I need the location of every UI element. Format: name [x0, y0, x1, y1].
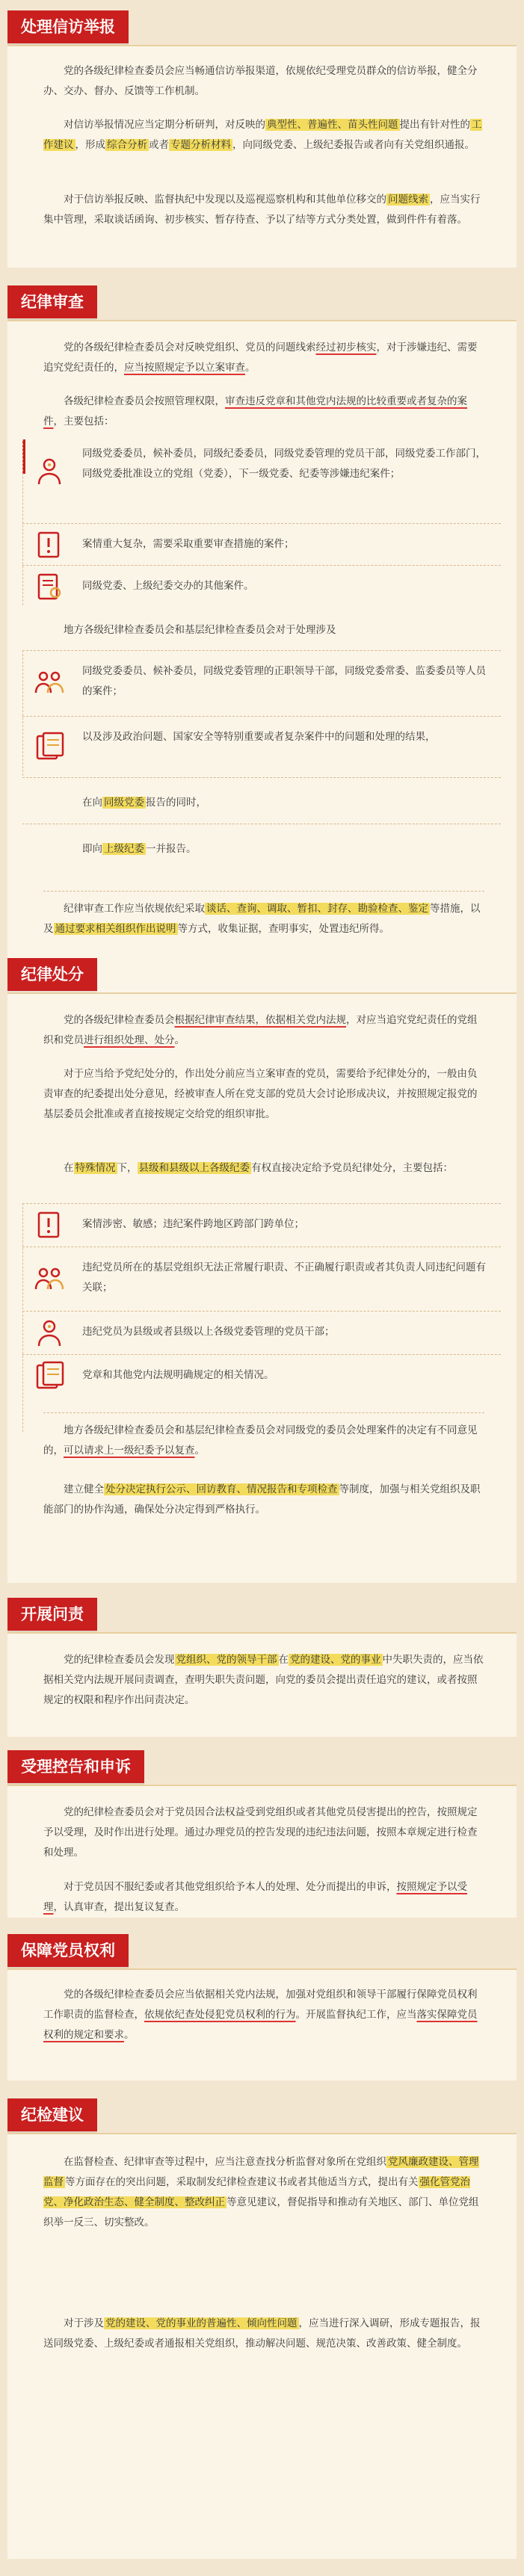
list-item — [22, 523, 501, 563]
list-item — [22, 565, 501, 605]
people-group-icon — [33, 1262, 66, 1295]
list-item — [22, 1311, 501, 1353]
list-item-text: 同级党委委员、候补委员，同级党委管理的正职领导干部，同级党委常委、监委委员等人员的案件； — [82, 665, 486, 697]
list-item-text: 同级党委、上级纪委交办的其他案件。 — [82, 580, 254, 592]
list-item-text: 同级党委委员，候补委员，同级纪委委员，同级党委管理的党员干部，同级党委工作部门，同级党委批准设立的党组（党委），下一级党委、纪委等涉嫌违纪案件； — [82, 448, 486, 480]
section-title-chufen: 纪律处分 — [7, 958, 97, 991]
alert-icon — [33, 528, 66, 561]
list-item-text: 以及涉及政治问题、国家安全等特别重要或者复杂案件中的问题和处理的结果， — [82, 731, 436, 743]
list-item — [22, 438, 501, 520]
paragraph: 党的各级纪律检查委员会应当畅通信访举报渠道，依规依纪受理党员群众的信访举报，健全分办、交办、督办、反馈等工作机制。 — [43, 65, 478, 97]
officials-icon — [33, 454, 66, 487]
paragraph: 纪律审查工作应当依规依纪采取 谈话、查询、调取、暂扣、封存、勘验检查、鉴定 等措施，以及 通过要求相关组织作出说明 等方式，收集证据，查明事实，处置违纪所得。 — [43, 891, 484, 939]
paragraph: 在 特殊情况 下， 县级和县级以上各级纪委 有权直接决定给予党员纪律处分，主要包括： — [64, 1162, 453, 1174]
list-item — [22, 824, 501, 868]
paragraph: 各级纪律检查委员会按照管理权限，审查违反党章和其他党内法规的比较重要或者复杂的案件，主要包括： — [43, 395, 467, 427]
list-item — [22, 716, 501, 777]
paragraph: 在监督检查、纪律审查等过程中，应当注意查找分析监督对象所在党组织 党风廉政建设、管理监督 等方面存在的突出问题，采取制发纪律检查建议书或者其他适当方式，提出有关 强化管党治党、净化政治生态、健全制度、整改纠正 等意见建议，督促指导和推动有关地区、部门、单位党组织举一反三、切实整改。 — [43, 2156, 479, 2228]
list-item-text: 党章和其他党内法规明确规定的相关情况。 — [82, 1369, 274, 1381]
officials-icon — [33, 1316, 66, 1349]
paragraph: 对于涉及 党的建设、党的事业的普遍性、倾向性问题 ，应当进行深入调研，形成专题报告，报送同级党委、上级纪委或者通报相关党组织，推动解决问题、规范决策、改善政策、健全制度。 — [43, 2317, 481, 2350]
paragraph: 党的各级纪律检查委员会对反映党组织、党员的问题线索经过初步核实，对于涉嫌违纪、需要追究党纪责任的，应当按照规定予以立案审查。 — [43, 342, 478, 374]
file-list-icon — [33, 1359, 66, 1392]
paragraph: 党的各级纪律检查委员会根据纪律审查结果，依据相关党内法规，对应当追究党纪责任的党组织和党员进行组织处理、处分。 — [43, 1014, 478, 1046]
list-item — [22, 1203, 501, 1245]
list-item — [22, 777, 501, 822]
paragraph: 地方各级纪律检查委员会和基层纪律检查委员会对于处理涉及 — [64, 624, 336, 636]
section-title-wenze: 开展问责 — [7, 1598, 97, 1631]
list-item-text: 在向 同级党委 报告的同时， — [82, 797, 206, 809]
section-title-jianyi: 纪检建议 — [7, 2098, 97, 2131]
list-item-text: 案情重大复杂，需要采取重要审查措施的案件； — [82, 538, 295, 550]
section-title-quanli: 保障党员权利 — [7, 1934, 129, 1967]
paragraph: 地方各级纪律检查委员会和基层纪律检查委员会对同级党的委员会处理案件的决定有不同意见的，可以请求上一级纪委予以复查。 — [43, 1412, 484, 1461]
paragraph: 党的纪律检查委员会发现 党组织、党的领导干部 在 党的建设、党的事业 中失职失责的，应当依据相关党内法规开展问责调查，查明失职失责问题，向党的委员会提出责任追究的建议，或者按照规定的权限和程序作出问责决定。 — [43, 1654, 484, 1706]
paragraph: 对于党员因不服纪委或者其他党组织给予本人的处理、处分而提出的申诉，按照规定予以受理，认真审查，提出复议复查。 — [43, 1881, 467, 1913]
paragraph: 党的纪律检查委员会对于党员因合法权益受到党组织或者其他党员侵害提出的控告，按照规定予以受理，及时作出进行处理。通过办理党员的控告发现的违纪违法问题，按照本章规定进行检查和处理。 — [43, 1806, 478, 1859]
document-icon — [33, 570, 66, 603]
list-item-text: 案情涉密、敏感；违纪案件跨地区跨部门跨单位； — [82, 1218, 304, 1230]
section-title-shencha: 纪律审查 — [7, 285, 97, 318]
people-group-icon — [33, 666, 66, 699]
section-title-xinfang: 处理信访举报 — [7, 10, 129, 43]
list-item — [22, 1247, 501, 1309]
paragraph: 对信访举报情况应当定期分析研判，对反映的 典型性、普遍性、苗头性问题 提出有针对性的 工作建议 ，形成 综合分析 或者 专题分析材料 ，向同级党委、上级纪委报告或者向有关党组织通报。 — [43, 119, 482, 151]
list-item — [22, 1354, 501, 1396]
paragraph: 对于应当给予党纪处分的，作出处分前应当立案审查的党员，需要给予纪律处分的，一般由负责审查的纪委提出处分意见，经被审查人所在党支部的党员大会讨论形成决议，并按照规定报党的基层委员会批准或者直接按规定交给党的组织审批。 — [43, 1068, 478, 1120]
section-title-konggao: 受理控告和申诉 — [7, 1750, 144, 1783]
list-item-text: 违纪党员所在的基层党组织无法正常履行职责、不正确履行职责或者其负责人同违纪问题有关联； — [82, 1261, 486, 1294]
list-item — [22, 650, 501, 714]
list-item-text: 即向 上级纪委 一并报告。 — [82, 843, 197, 855]
paragraph: 党的各级纪律检查委员会应当依据相关党内法规，加强对党组织和领导干部履行保障党员权利工作职责的监督检查，依规依纪查处侵犯党员权利的行为。开展监督执纪工作，应当落实保障党员权利的规定和要求。 — [43, 1989, 478, 2041]
paragraph: 建立健全 处分决定执行公示、回访教育、情况报告和专项检查 等制度，加强与相关党组织及职能部门的协作沟通，确保处分决定得到严格执行。 — [43, 1483, 481, 1516]
alert-icon — [33, 1208, 66, 1241]
list-item-text: 违纪党员为县级或者县级以上各级党委管理的党员干部； — [82, 1326, 335, 1338]
paragraph: 对于信访举报反映、监督执纪中发现以及巡视巡察机构和其他单位移交的 问题线索 ，应当实行集中管理，采取谈话函询、初步核实、暂存待查、予以了结等方式分类处置，做到件件有着落。 — [43, 194, 481, 226]
file-list-icon — [33, 730, 66, 763]
